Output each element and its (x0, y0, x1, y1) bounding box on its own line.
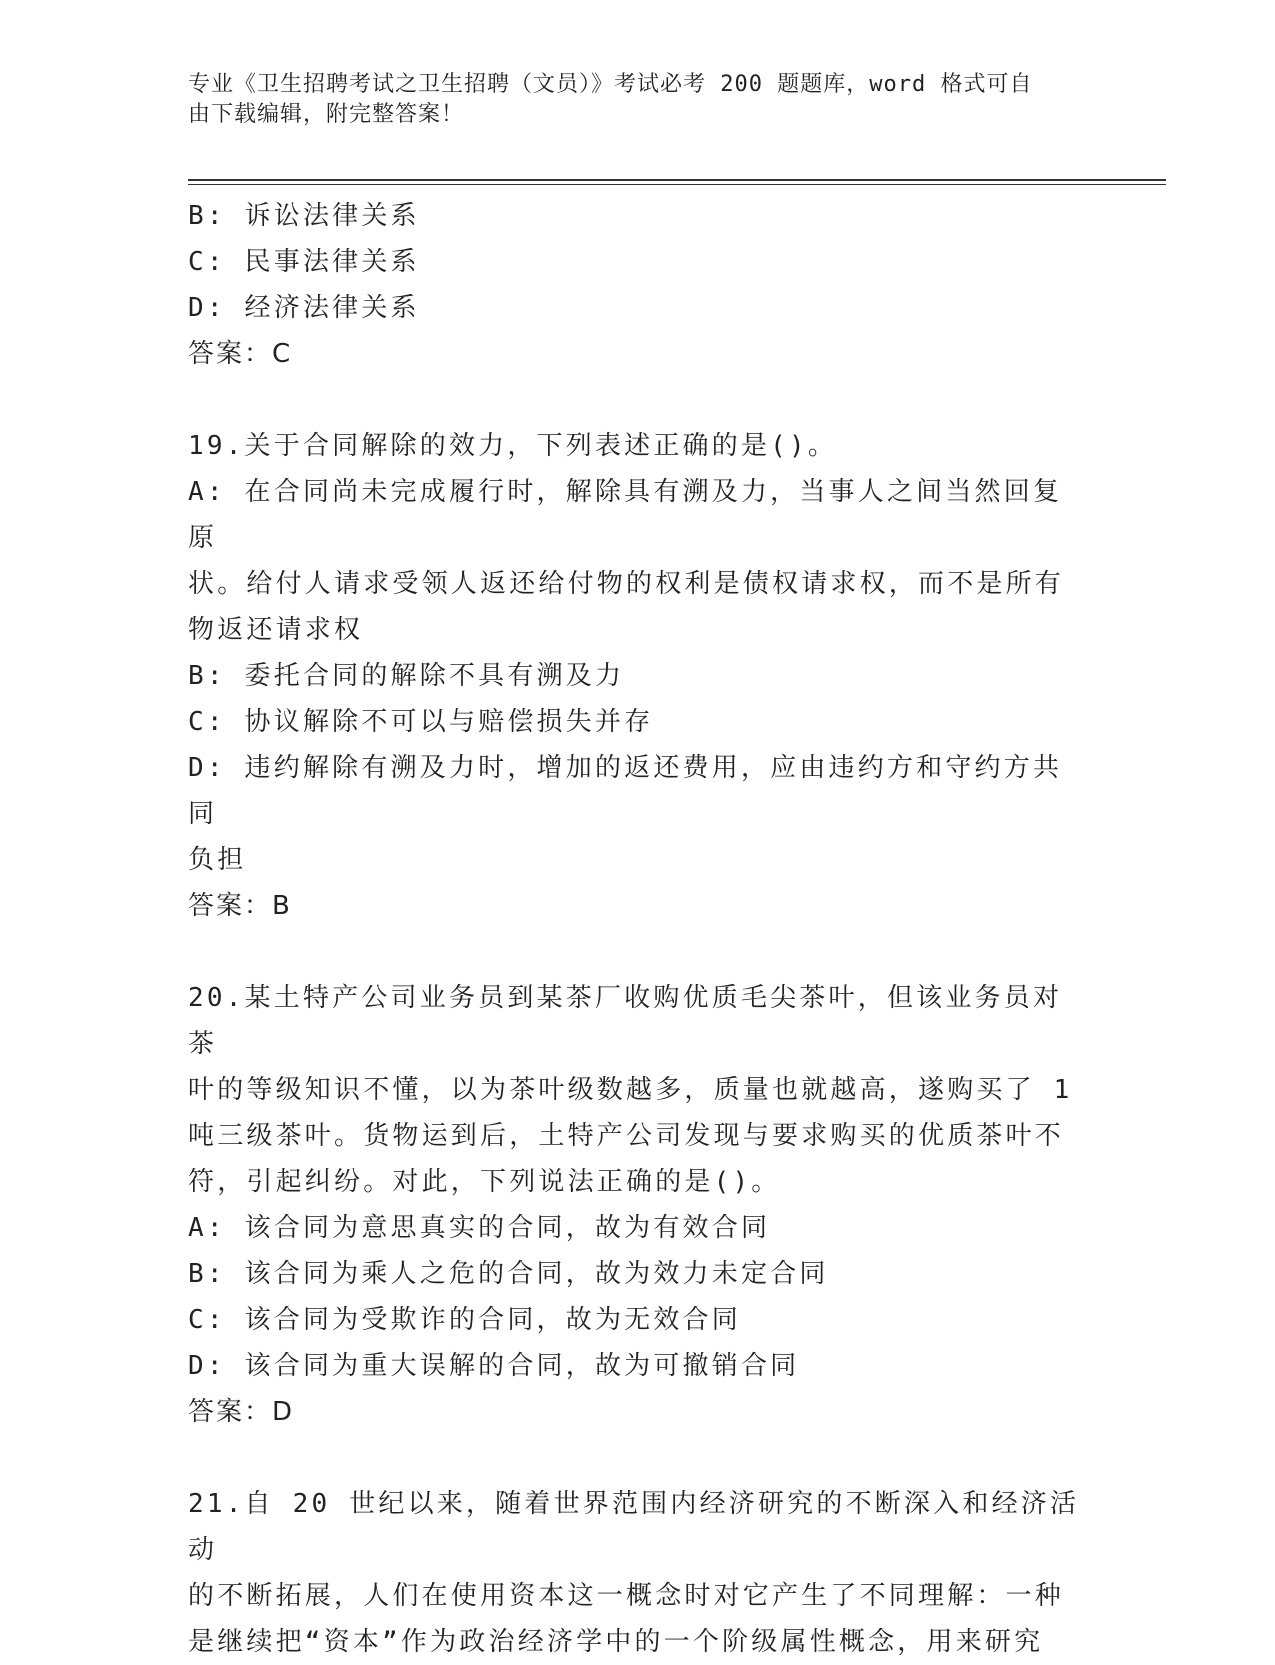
option-d: D: 经济法律关系 (188, 293, 420, 323)
option-c: C: 协议解除不可以与赔偿损失并存 (188, 707, 654, 737)
question-stem-line-2: 叶的等级知识不懂，以为茶叶级数越多，质量也就越高，遂购买了 1 (188, 1075, 1073, 1105)
option-b: B: 委托合同的解除不具有溯及力 (188, 661, 625, 691)
option-d-line-1: D: 违约解除有溯及力时，增加的返还费用，应由违约方和守约方共同 (188, 753, 1063, 829)
header-line-1: 专业《卫生招聘考试之卫生招聘（文员）》考试必考 200 题题库，word 格式可自 (188, 72, 1033, 97)
question-stem-line-3: 是继续把“资本”作为政治经济学中的一个阶级属性概念，用来研究 (188, 1627, 1044, 1657)
answer: 答案：D (188, 1397, 295, 1427)
question-stem-line-4: 符，引起纠纷。对此，下列说法正确的是()。 (188, 1167, 781, 1197)
question-stem-line-3: 吨三级茶叶。货物运到后，土特产公司发现与要求购买的优质茶叶不 (188, 1121, 1065, 1151)
option-d: D: 该合同为重大误解的合同，故为可撤销合同 (188, 1351, 800, 1381)
option-b: B: 诉讼法律关系 (188, 201, 420, 231)
option-b: B: 该合同为乘人之危的合同，故为效力未定合同 (188, 1259, 829, 1289)
answer: 答案：B (188, 891, 292, 921)
option-a-line-1: A: 在合同尚未完成履行时，解除具有溯及力，当事人之间当然回复原 (188, 477, 1063, 553)
question-stem-line-2: 的不断拓展，人们在使用资本这一概念时对它产生了不同理解：一种 (188, 1581, 1065, 1611)
header-divider-thick (188, 179, 1166, 181)
option-a-line-3: 物返还请求权 (188, 615, 364, 645)
option-d-line-2: 负担 (188, 845, 247, 875)
question-21 (188, 1481, 1088, 1665)
question-20 (188, 975, 1088, 1435)
option-c: C: 该合同为受欺诈的合同，故为无效合同 (188, 1305, 741, 1335)
answer: 答案：C (188, 339, 293, 369)
document-header (188, 70, 1088, 130)
question-18 (188, 193, 1088, 377)
option-c: C: 民事法律关系 (188, 247, 420, 277)
header-line-2: 由下载编辑，附完整答案！ (188, 102, 465, 127)
question-19 (188, 423, 1088, 929)
document-body (188, 193, 1088, 1665)
header-divider-thin (188, 184, 1166, 185)
question-stem: 19.关于合同解除的效力，下列表述正确的是()。 (188, 431, 838, 461)
question-stem-line-1: 21.自 20 世纪以来，随着世界范围内经济研究的不断深入和经济活动 (188, 1489, 1080, 1565)
question-stem-line-1: 20.某土特产公司业务员到某茶厂收购优质毛尖茶叶，但该业务员对茶 (188, 983, 1063, 1059)
option-a-line-2: 状。给付人请求受领人返还给付物的权利是债权请求权，而不是所有 (188, 569, 1065, 599)
option-a: A: 该合同为意思真实的合同，故为有效合同 (188, 1213, 771, 1243)
